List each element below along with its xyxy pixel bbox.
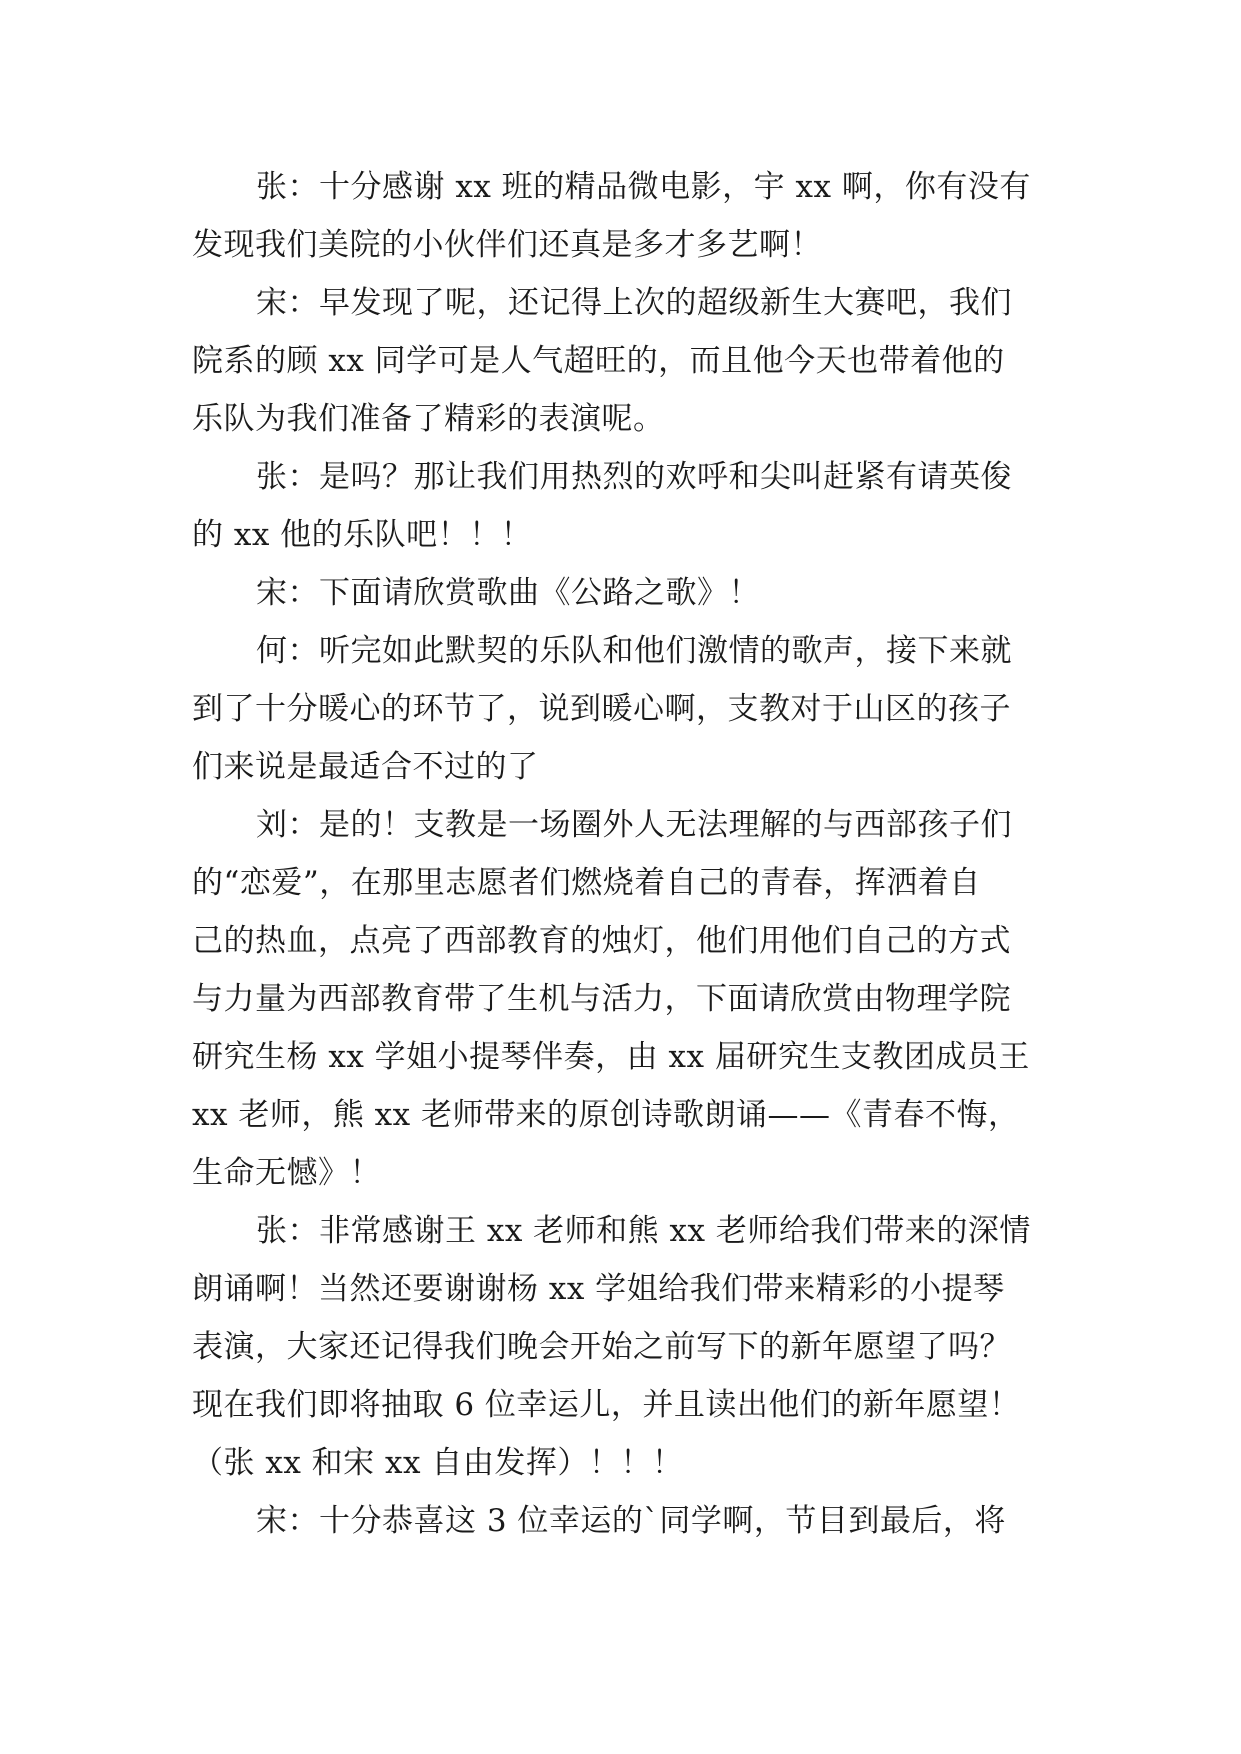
paragraph-line: 院系的顾 xx 同学可是人气超旺的，而且他今天也带着他的 xyxy=(192,343,1005,379)
paragraph-line: 张：是吗？那让我们用热烈的欢呼和尖叫赶紧有请英俊 xyxy=(256,459,1012,495)
paragraph-line: 发现我们美院的小伙伴们还真是多才多艺啊！ xyxy=(192,227,822,263)
paragraph-line: 的 xx 他的乐队吧！！！ xyxy=(192,517,533,553)
paragraph-line: 研究生杨 xx 学姐小提琴伴奏，由 xx 届研究生支教团成员王 xyxy=(192,1039,1030,1075)
paragraph-line: 宋：十分恭喜这 3 位幸运的`同学啊，节目到最后，将 xyxy=(256,1503,1006,1539)
paragraph-line: 的“恋爱”，在那里志愿者们燃烧着自己的青春，挥洒着自 xyxy=(192,865,981,901)
paragraph-line: 表演，大家还记得我们晚会开始之前写下的新年愿望了吗？ xyxy=(192,1329,1011,1365)
paragraph-line: 刘：是的！支教是一场圈外人无法理解的与西部孩子们 xyxy=(256,807,1012,843)
paragraph-line: 与力量为西部教育带了生机与活力，下面请欣赏由物理学院 xyxy=(192,981,1011,1017)
paragraph-line: 宋：早发现了呢，还记得上次的超级新生大赛吧，我们 xyxy=(256,285,1012,321)
paragraph-line: 宋：下面请欣赏歌曲《公路之歌》！ xyxy=(256,575,760,611)
paragraph-line: 己的热血，点亮了西部教育的烛灯，他们用他们自己的方式 xyxy=(192,923,1011,959)
paragraph-line: 到了十分暖心的环节了，说到暖心啊，支教对于山区的孩子 xyxy=(192,691,1011,727)
paragraph-line: 现在我们即将抽取 6 位幸运儿，并且读出他们的新年愿望！ xyxy=(192,1387,1021,1423)
paragraph-line: （张 xx 和宋 xx 自由发挥）！！！ xyxy=(192,1445,684,1481)
paragraph-line: 生命无憾》！ xyxy=(192,1155,381,1191)
document-body xyxy=(192,158,1052,1550)
paragraph-line: 何：听完如此默契的乐队和他们激情的歌声，接下来就 xyxy=(256,633,1012,669)
paragraph-line: 张：十分感谢 xx 班的精品微电影，宇 xx 啊，你有没有 xyxy=(256,169,1031,205)
paragraph-line: xx 老师，熊 xx 老师带来的原创诗歌朗诵——《青春不悔， xyxy=(192,1097,1020,1133)
paragraph-line: 们来说是最适合不过的了 xyxy=(192,749,539,785)
paragraph-line: 朗诵啊！当然还要谢谢杨 xx 学姐给我们带来精彩的小提琴 xyxy=(192,1271,1005,1307)
paragraph-line: 乐队为我们准备了精彩的表演呢。 xyxy=(192,401,665,437)
paragraph-line: 张：非常感谢王 xx 老师和熊 xx 老师给我们带来的深情 xyxy=(256,1213,1031,1249)
